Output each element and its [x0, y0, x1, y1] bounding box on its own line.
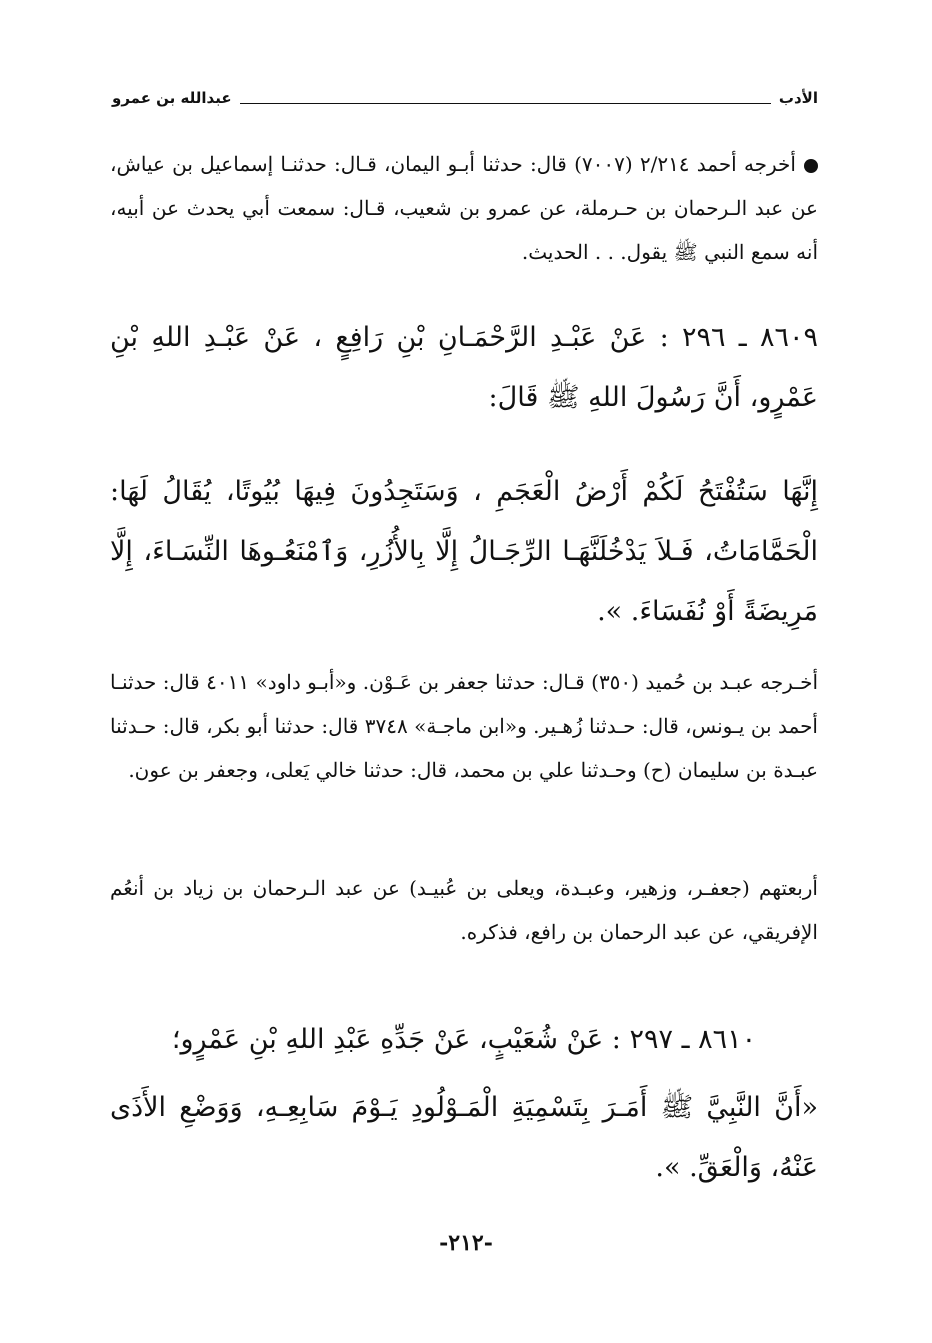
bullet-icon: [804, 159, 818, 173]
header-rule: [240, 93, 771, 104]
hadith-8609-chain: ٨٦٠٩ ـ ٢٩٦ : عَنْ عَبْـدِ الرَّحْمَـانِ بْنِ رَافِعٍ ، عَنْ عَبْـدِ اللهِ بْنِ عَمْرٍو، أَنَّ رَسُولَ اللهِ ﷺ قَالَ:: [110, 322, 819, 413]
header-section-title: عبدالله بن عمرو: [112, 89, 232, 107]
takhrij-note-2: أخـرجه عبـد بن حُميد (٣٥٠) قـال: حدثنا جعفر بن عَـوْن. و«أبـو داود» ٤٠١١ قال: حدثنـا أحمد بن يـونس، قال: حـدثنا زُهـير. و«ابن ماجـة» ٣٧٤٨ قال: حدثنا أبو بكر، قال: حـدثنا عبـدة بن سليمان (ح) وحـدثنا علي بن محمد، قال: حدثنا خالي يَعلى، وجعفر بن عون.: [110, 670, 818, 782]
header-chapter-title: الأدب: [778, 89, 818, 107]
hadith-8609-text: إِنَّهَا سَتُفْتَحُ لَكُمْ أَرْضُ الْعَجَمِ ، وَسَتَجِدُونَ فِيهَا بُيُوتًا، يُقَالُ لَهَا: الْحَمَّامَاتُ، فَـلاَ يَدْخُلَنَّهَـا الرِّجَـالُ إِلَّا بِالأُزُرِ، وَٱمْنَعُـوهَا النِّسَـاءَ، إِلَّا مَرِيضَةً أَوْ نُفَسَاءَ. ».: [110, 476, 818, 627]
takhrij-note-1-text: أخرجه أحمد ٢/٢١٤ (٧٠٠٧) قال: حدثنا أبـو اليمان، قـال: حدثنـا إسماعيل بن عياش، عن عبد الـرحمان بن حـرملة، عن عمرو بن شعيب، قـال: سمعت أبي يحدث عن أبيه، أنه سمع النبي ﷺ يقول. . . الحديث.: [110, 152, 818, 264]
hadith-8610-chain: ٨٦١٠ ـ ٢٩٧ : عَنْ شُعَيْبٍ، عَنْ جَدِّهِ عَبْدِ اللهِ بْنِ عَمْرٍو؛: [171, 1024, 757, 1055]
takhrij-note-1: [110, 142, 818, 274]
running-header: [112, 86, 818, 110]
hadith-8610-text: «أَنَّ النَّبِيَّ ﷺ أَمَـرَ بِتَسْمِيَةِ الْمَـوْلُودِ يَـوْمَ سَابِعِـهِ، وَوَضْعِ الأَذَى عَنْهُ، وَالْعَقِّ. ».: [110, 1092, 818, 1183]
takhrij-note-3: أربعتهم (جعفـر، وزهير، وعبـدة، ويعلى بن عُبيـد) عن عبد الـرحمان بن زياد بن أنعُم الإفريقي، عن عبد الرحمان بن رافع، فذكره.: [110, 876, 818, 944]
page-number: -٢١٢-: [439, 1230, 493, 1256]
